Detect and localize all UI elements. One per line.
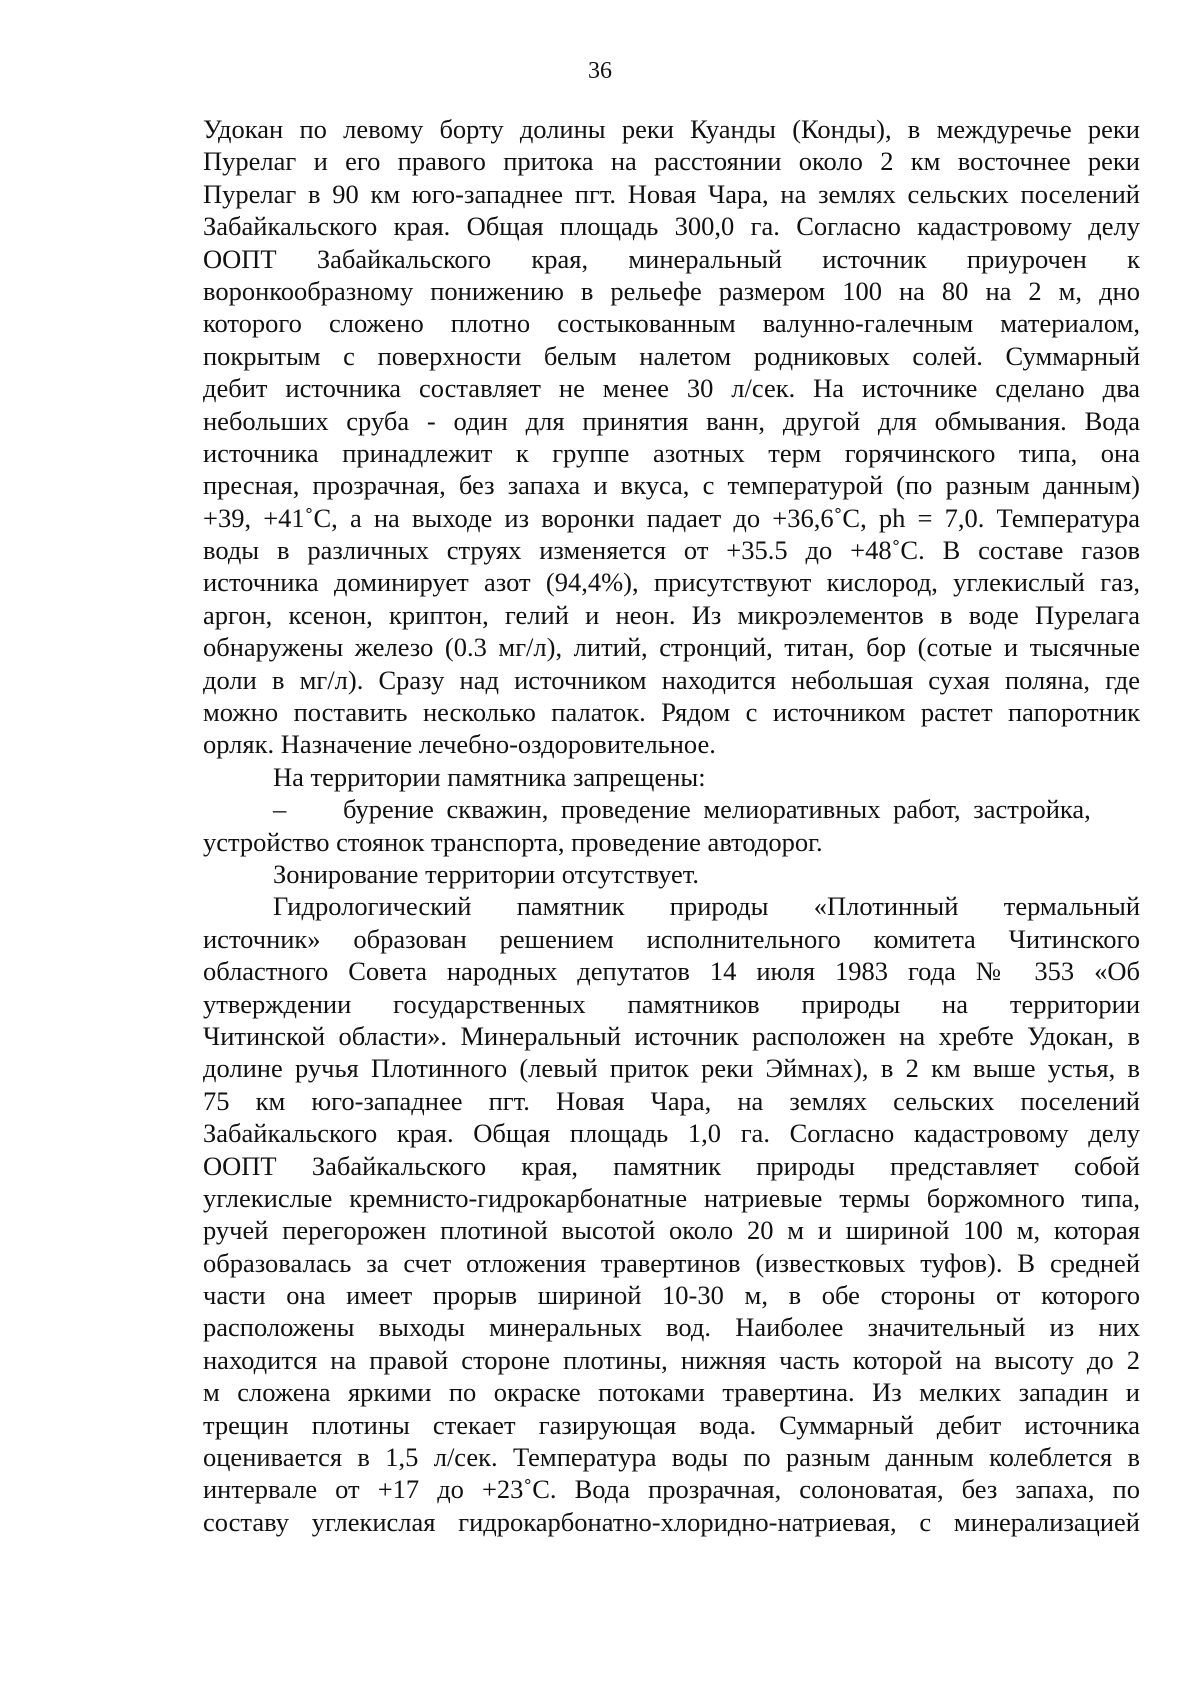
text-line: устройство стоянок транспорта, проведение автодорог. — [203, 826, 823, 857]
text-line: углекислые кремнисто-гидрокарбонатные натриевые термы боржомного типа, — [203, 1182, 1140, 1213]
text-line: источник» образован решением исполнительного комитета Читинского — [203, 923, 1140, 954]
text-line: которого сложено плотно состыкованным валунно-галечным материалом, — [203, 308, 1140, 339]
text-line: Удокан по левому борту долины реки Куанды (Конды), в междуречье реки — [203, 114, 1140, 144]
text-line: На территории памятника запрещены: — [273, 761, 706, 792]
text-line: оценивается в 1,5 л/сек. Температура воды по разным данным колеблется в — [203, 1442, 1140, 1473]
text-line: ООПТ Забайкальского края, минеральный источник приурочен к — [203, 243, 1140, 274]
text-line: обнаружены железо (0.3 мг/л), литий, стронций, титан, бор (сотые и тысячные — [203, 632, 1140, 663]
text-line — [203, 793, 1140, 825]
text-line: Читинской области». Минеральный источник расположен на хребте Удокан, в — [203, 1020, 1140, 1051]
page-number: 36 — [588, 58, 612, 84]
text-line: воды в различных струях изменяется от +35.5 до +48˚С. В составе газов — [203, 535, 1140, 566]
text-line: части она имеет прорыв шириной 10-30 м, в обе стороны от которого — [203, 1280, 1140, 1311]
text-line: пресная, прозрачная, без запаха и вкуса, с температурой (по разным данным) — [203, 470, 1140, 501]
text-line: областного Совета народных депутатов 14 июля 1983 года № 353 «Об — [203, 956, 1140, 987]
text-line: +39, +41˚С, а на выходе из воронки падает до +36,6˚С, ph = 7,0. Температура — [203, 502, 1140, 533]
list-item-text: бурение скважин, проведение мелиоративных работ, застройка, — [343, 794, 1091, 825]
text-line: ООПТ Забайкальского края, памятник природы представляет собой — [203, 1150, 1140, 1181]
text-line: воронкообразному понижению в рельефе размером 100 на 80 на 2 м, дно — [203, 275, 1140, 306]
text-line: Гидрологический памятник природы «Плотинный термальный — [273, 891, 1140, 922]
text-line: покрытым с поверхности белым налетом родниковых солей. Суммарный — [203, 340, 1140, 371]
text-line: доли в мг/л). Сразу над источником находится небольшая сухая поляна, где — [203, 664, 1140, 695]
text-line: находится на правой стороне плотины, нижняя часть которой на высоту до 2 — [203, 1344, 1140, 1375]
text-line: можно поставить несколько палаток. Рядом с источником растет папоротник — [203, 697, 1140, 728]
text-line: утверждении государственных памятников природы на территории — [203, 988, 1140, 1019]
document-body — [203, 113, 1140, 1538]
text-line: Забайкальского края. Общая площадь 300,0 га. Согласно кадастровому делу — [203, 211, 1140, 242]
text-line: ручей перегорожен плотиной высотой около 20 м и шириной 100 м, которая — [203, 1215, 1140, 1246]
text-line: дебит источника составляет не менее 30 л/сек. На источнике сделано два — [203, 373, 1140, 404]
text-line: Зонирование территории отсутствует. — [273, 858, 700, 889]
text-line: небольших сруба - один для принятия ванн, другой для обмывания. Вода — [203, 405, 1140, 436]
text-line: составу углекислая гидрокарбонатно-хлоридно-натриевая, с минерализацией — [203, 1506, 1140, 1537]
text-line: м сложена яркими по окраске потоками травертина. Из мелких западин и — [203, 1377, 1140, 1408]
text-line: источника принадлежит к группе азотных терм горячинского типа, она — [203, 437, 1140, 468]
list-dash: – — [273, 794, 287, 825]
text-line: образовалась за счет отложения травертинов (известковых туфов). В средней — [203, 1247, 1140, 1278]
text-line: расположены выходы минеральных вод. Наиболее значительный из них — [203, 1312, 1140, 1343]
text-line: 75 км юго-западнее пгт. Новая Чара, на землях сельских поселений — [203, 1085, 1140, 1116]
text-line: Пурелаг и его правого притока на расстоянии около 2 км восточнее реки — [203, 146, 1140, 177]
text-line: трещин плотины стекает газирующая вода. Суммарный дебит источника — [203, 1409, 1140, 1440]
text-line: долине ручья Плотинного (левый приток реки Эймнах), в 2 км выше устья, в — [203, 1053, 1140, 1084]
text-line: аргон, ксенон, криптон, гелий и неон. Из микроэлементов в воде Пурелага — [203, 599, 1140, 630]
text-line: источника доминирует азот (94,4%), присутствуют кислород, углекислый газ, — [203, 567, 1140, 598]
text-line: интервале от +17 до +23˚С. Вода прозрачная, солоноватая, без запаха, по — [203, 1474, 1140, 1505]
text-line: Забайкальского края. Общая площадь 1,0 га. Согласно кадастровому делу — [203, 1118, 1140, 1149]
text-line: орляк. Назначение лечебно-оздоровительное. — [203, 729, 716, 760]
text-line: Пурелаг в 90 км юго-западнее пгт. Новая Чара, на землях сельских поселений — [203, 178, 1140, 209]
